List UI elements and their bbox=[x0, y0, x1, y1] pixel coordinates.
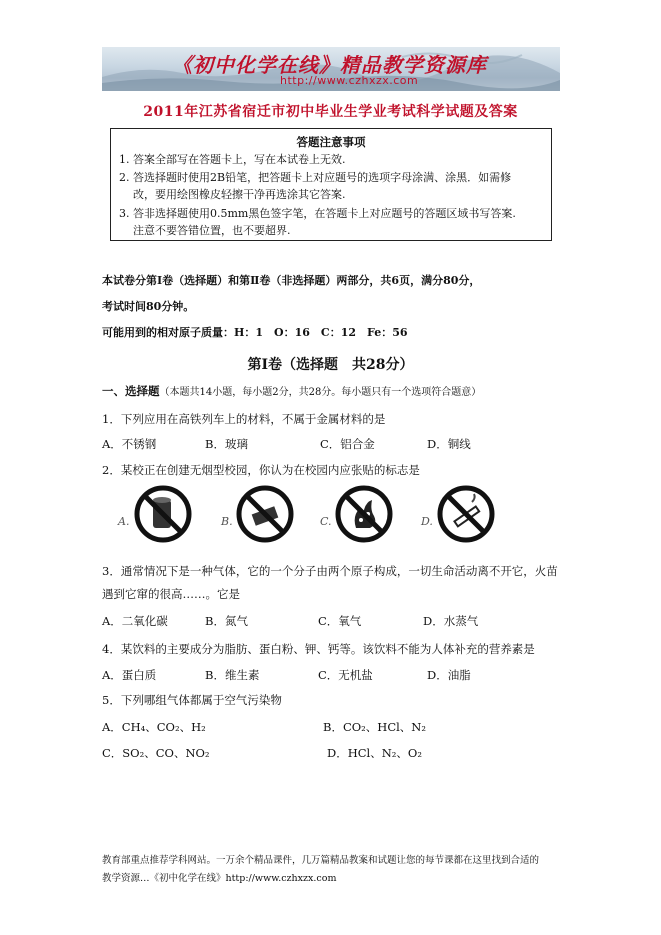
footer-line-1: 教育部重点推荐学科网站。一万余个精品课件，几万篇精品教案和试题让您的每节课都在这里找到合适的 bbox=[102, 855, 540, 866]
no-open-flame-icon[interactable] bbox=[334, 484, 394, 544]
atomic-mass-line: 可能用到的相对原子质量：H：1 O：16 C：12 Fe：56 bbox=[102, 326, 408, 339]
question-1-stem: 1．下列应用在高铁列车上的材料，不属于金属材料的是 bbox=[102, 412, 386, 426]
q4-option-a[interactable]: A．蛋白质 bbox=[102, 668, 157, 682]
q5-option-c[interactable]: C．SO₂、CO、NO₂ bbox=[102, 746, 210, 760]
q5-option-b[interactable]: B．CO₂、HCl、N₂ bbox=[323, 720, 426, 734]
q4-option-b[interactable]: B．维生素 bbox=[205, 668, 260, 682]
q2-option-c-label: C. bbox=[320, 515, 332, 528]
q2-option-b-label: B. bbox=[221, 515, 233, 528]
part-heading: 一、选择题（本题共14小题，每小题2分，共28分。每小题只有一个选项符合题意） bbox=[102, 384, 482, 398]
q3-option-c[interactable]: C．氧气 bbox=[318, 614, 362, 628]
exam-info-line-1: 本试卷分第Ⅰ卷（选择题）和第Ⅱ卷（非选择题）两部分，共6页，满分80分， bbox=[102, 274, 481, 287]
banner-title: 《初中化学在线》精品教学资源库 bbox=[172, 53, 487, 77]
question-4-stem: 4．某饮料的主要成分为脂肪、蛋白粉、钾、钙等。该饮料不能为人体补充的营养素是 bbox=[102, 642, 535, 656]
question-3-stem: 3．通常情况下是一种气体，它的一个分子由两个原子构成，一切生命活动离不开它，火苗 bbox=[102, 564, 558, 578]
banner-url[interactable]: http://www.czhxzx.com bbox=[280, 74, 419, 87]
notice-item-2: 2. 答选择题时使用2B铅笔，把答题卡上对应题号的选项字母涂满、涂黑．如需修 改，要用绘图橡皮轻擦干净再选涂其它答案. bbox=[119, 171, 512, 201]
section-title: 第Ⅰ卷（选择题 共28分） bbox=[247, 357, 414, 373]
notice-item-3: 3. 答非选择题使用0.5mm黑色签字笔，在答题卡上对应题号的答题区域书写答案. 注意不要答错位置，也不要超界. bbox=[119, 207, 516, 237]
q2-option-d-label: D. bbox=[421, 515, 433, 528]
no-smoking-icon[interactable] bbox=[436, 484, 496, 544]
q5-option-d[interactable]: D．HCl、N₂、O₂ bbox=[327, 746, 422, 760]
exam-info-line-2: 考试时间80分钟。 bbox=[102, 300, 195, 313]
header-banner bbox=[102, 47, 560, 91]
q1-option-c[interactable]: C．铝合金 bbox=[320, 437, 375, 451]
q3-option-b[interactable]: B．氮气 bbox=[205, 614, 248, 628]
q3-option-a[interactable]: A．二氧化碳 bbox=[102, 614, 168, 628]
page-title: 2011年江苏省宿迁市初中毕业生学业考试科学试题及答案 bbox=[143, 104, 518, 120]
q3-option-d[interactable]: D．水蒸气 bbox=[423, 614, 479, 628]
question-3-stem-continued: 遇到它窜的很高……。它是 bbox=[102, 587, 240, 601]
q5-option-a[interactable]: A．CH₄、CO₂、H₂ bbox=[102, 720, 206, 734]
q4-option-c[interactable]: C．无机盐 bbox=[318, 668, 373, 682]
no-smoking-drum-icon[interactable] bbox=[133, 484, 193, 544]
question-5-stem: 5．下列哪组气体都属于空气污染物 bbox=[102, 693, 282, 707]
q4-option-d[interactable]: D．油脂 bbox=[427, 668, 471, 682]
notice-heading: 答题注意事项 bbox=[296, 135, 366, 149]
footer-line-2[interactable]: 教学资源…《初中化学在线》http://www.czhxzx.com bbox=[102, 873, 337, 884]
q1-option-b[interactable]: B．玻璃 bbox=[205, 437, 248, 451]
notice-box bbox=[110, 128, 552, 241]
q1-option-a[interactable]: A．不锈钢 bbox=[102, 437, 157, 451]
no-fire-book-icon[interactable] bbox=[235, 484, 295, 544]
notice-item-1: 1. 答案全部写在答题卡上，写在本试卷上无效. bbox=[119, 153, 346, 166]
q1-option-d[interactable]: D．铜线 bbox=[427, 437, 471, 451]
q2-option-a-label: A. bbox=[118, 515, 130, 528]
question-2-stem: 2．某校正在创建无烟型校园，你认为在校园内应张贴的标志是 bbox=[102, 463, 420, 477]
